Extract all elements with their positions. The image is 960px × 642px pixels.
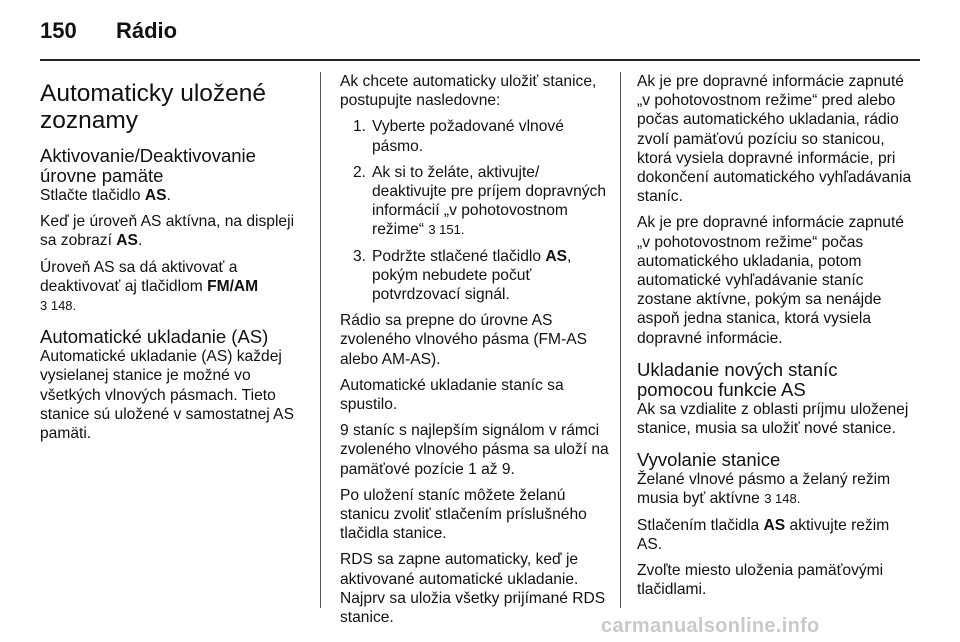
steps-list: [340, 117, 614, 304]
subsection-heading: Aktivovanie/Deaktivovanie úrovne pamäte: [40, 145, 256, 186]
subsection-heading: Vyvolanie stanice: [637, 449, 781, 471]
page-reference-link[interactable]: 3 148.: [764, 491, 801, 507]
paragraph: Po uložení staníc môžete želanú stanicu zvoliť stlačením príslušného tlačidla stanice.: [340, 486, 587, 543]
paragraph: Automatické ukladanie (AS) každej vysielanej stanice je možné vo všetkých vlnových pásmach. Tieto stanice sú uložené v samostatnej AS pamäti.: [40, 348, 294, 443]
column-3: [637, 72, 913, 606]
chapter-title: Rádio: [116, 18, 178, 43]
page-header: [40, 18, 177, 54]
page-reference-link[interactable]: 3 148.: [40, 298, 77, 314]
column-divider: [620, 72, 621, 608]
paragraph: Želané vlnové pásmo a želaný režim musia byť aktívne 3 148.: [637, 471, 891, 508]
paragraph: Stlačením tlačidla AS aktivujte režim AS.: [637, 516, 890, 553]
header-divider: [40, 59, 920, 61]
page-reference-link[interactable]: 3 151.: [428, 222, 465, 238]
subsection-heading: Automatické ukladanie (AS): [40, 326, 269, 348]
column-divider: [320, 72, 321, 608]
paragraph: Keď je úroveň AS aktívna, na displeji sa zobrazí AS.: [40, 213, 295, 250]
paragraph: Ak chcete automaticky uložiť stanice, postupujte nasledovne:: [340, 73, 597, 110]
paragraph: Rádio sa prepne do úrovne AS zvoleného vlnového pásma (FM-AS alebo AM-AS).: [340, 312, 588, 368]
list-item: 2. Ak si to želáte, aktivujte/ deaktivujte pre príjem dopravných informácií „v pohotovostnom režime“ 3 151.: [352, 163, 607, 239]
paragraph: 9 staníc s najlepším signálom v rámci zvoleného vlnového pásma sa uloží na pamäťové pozície 1 až 9.: [340, 422, 609, 478]
column-1: [40, 72, 314, 450]
list-item: 3. Podržte stlačené tlačidlo AS, pokým nebudete počuť potvrdzovací signál.: [352, 247, 572, 304]
watermark: carmanualsonline.info: [601, 614, 820, 637]
column-2: [340, 72, 614, 634]
subsection-heading: Ukladanie nových staníc pomocou funkcie AS: [637, 358, 838, 400]
section-title: Automaticky uložené zoznamy: [40, 80, 267, 134]
page-number: 150: [40, 18, 77, 43]
paragraph: Ak je pre dopravné informácie zapnuté „v pohotovostnom režime“ pred alebo počas automatického ukladania, rádio zvolí pamäťovú pozíciu so stanicou, ktorá vysiela dopravné informácie, pri dokončení automatického vyhľadávania staníc.: [637, 73, 912, 206]
paragraph: Ak sa vzdialite z oblasti príjmu uloženej stanice, musia sa uložiť nové stanice.: [637, 400, 909, 438]
list-item: 1. Vyberte požadované vlnové pásmo.: [352, 118, 564, 155]
paragraph: Zvoľte miesto uloženia pamäťovými tlačidlami.: [637, 562, 884, 599]
paragraph: Stlačte tlačidlo AS.: [40, 187, 171, 204]
paragraph: Úroveň AS sa dá aktivovať a deaktivovať aj tlačidlom FM/AM 3 148.: [40, 258, 259, 314]
paragraph: RDS sa zapne automaticky, keď je aktivované automatické ukladanie. Najprv sa uložia všetky prijímané RDS stanice.: [340, 551, 606, 627]
paragraph: Automatické ukladanie staníc sa spustilo.: [340, 376, 564, 414]
paragraph: Ak je pre dopravné informácie zapnuté „v pohotovostnom režime“ počas automatického ukladania, potom automatické vyhľadávanie staníc zostane aktívne, pokým sa nenájde aspoň jedna stanica, ktorá vysiela dopravné informácie.: [637, 214, 904, 347]
